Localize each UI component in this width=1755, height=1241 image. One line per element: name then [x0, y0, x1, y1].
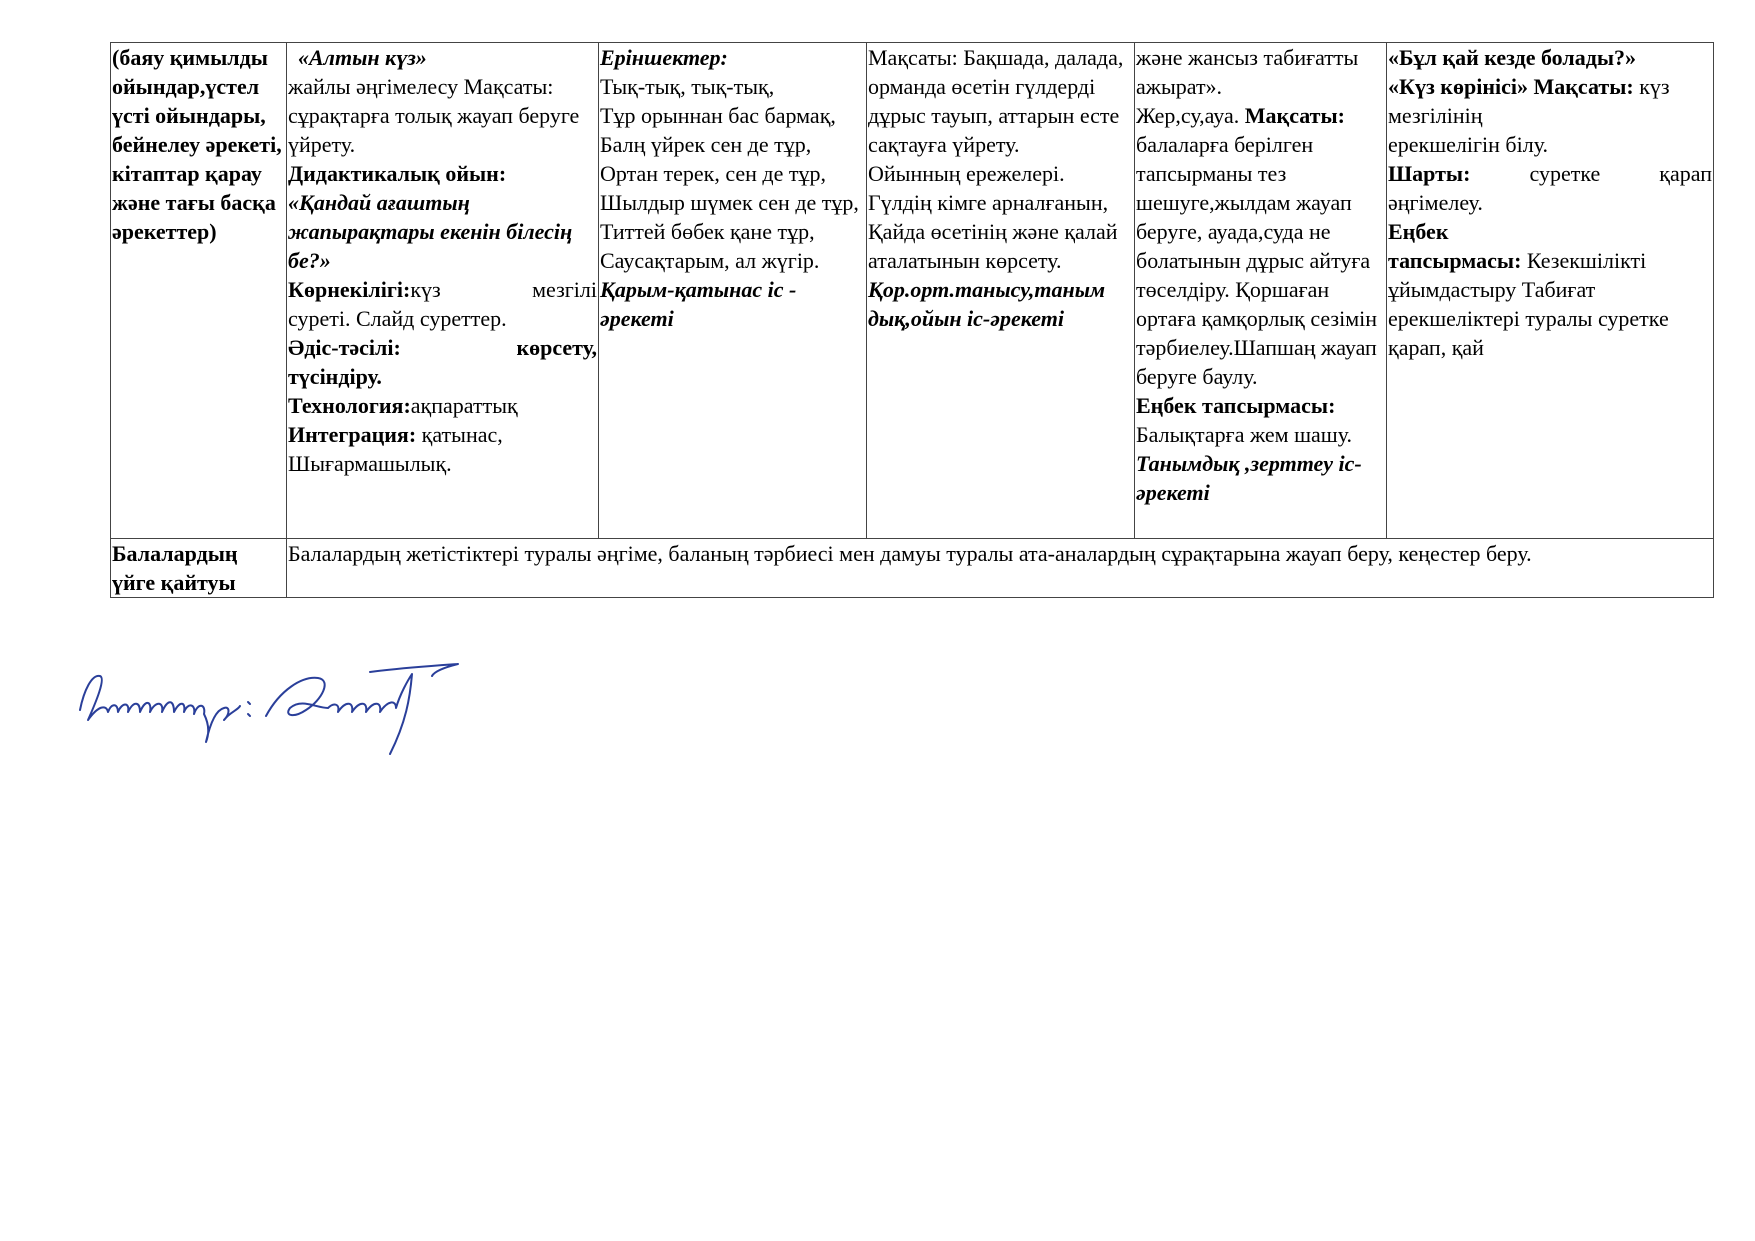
activity-type-label: (баяу қимылды ойындар,үстел үсті ойындары, бейнелеу әрекеті, кітаптар қарау және тағы басқа әрекеттер): [112, 45, 282, 244]
duty-text: Кезекшілікті ұйымдастыру Табиғат ерекшеліктері туралы суретке қарап, қай: [1388, 248, 1669, 360]
method-line: [288, 333, 597, 362]
work-task-text: Балықтарға жем шашу.: [1136, 422, 1353, 447]
nature-game-goal-label: Мақсаты:: [1244, 103, 1345, 128]
integration-value: қатынас, Шығармашылық.: [288, 422, 503, 476]
technology-value: ақпараттық: [410, 393, 518, 418]
duty-label2: тапсырмасы:: [1388, 248, 1522, 273]
condition-rest: әңгімелеу.: [1388, 190, 1483, 215]
communication-activity-label: Қарым-қатынас іс - әрекеті: [600, 277, 797, 331]
method-rest: түсіндіру.: [288, 364, 382, 389]
flowers-game-rules: Ойынның ережелері.: [868, 161, 1065, 186]
method-value: көрсету,: [516, 335, 597, 360]
nature-game-elements: Жер,су,ауа.: [1136, 103, 1245, 128]
work-task-label: Еңбек тапсырмасы:: [1136, 393, 1336, 418]
golden-autumn-title: «Алтын күз»: [298, 45, 427, 70]
finger-game-cell: [599, 43, 867, 539]
finger-game-title: Еріншектер:: [600, 45, 728, 70]
visual-aids-line: [288, 275, 597, 304]
visual-aids-label: Көрнекілігі:: [288, 277, 411, 302]
departure-text-cell: [287, 539, 1714, 598]
activity-type-cell: [111, 43, 287, 539]
nature-game-cell: [1135, 43, 1387, 539]
departure-label: Балалардың үйге қайтуы: [112, 541, 238, 595]
duty-label1: Еңбек: [1388, 219, 1449, 244]
golden-autumn-text: жайлы әңгімелесу Мақсаты: сұрақтарға толық жауап беруге үйрету.: [288, 74, 580, 157]
nature-game-intro: және жансыз табиғатты ажырат».: [1136, 45, 1359, 99]
autumn-view-subtitle: «Күз көрінісі» Мақсаты:: [1388, 74, 1634, 99]
signature-underline: [370, 664, 458, 676]
signature-stroke-2: [266, 674, 412, 754]
flowers-game-rule1: Гүлдің кімге арналғанын,: [868, 190, 1109, 215]
flowers-game-rule2: Қайда өсетінің және қалай аталатынын көрсету.: [868, 219, 1118, 273]
condition-label: Шарты:: [1388, 161, 1471, 186]
departure-text: Балалардың жетістіктері туралы әңгіме, баланың тәрбиесі мен дамуы туралы ата-аналардың сұрақтарына жауап беру, кеңестер беру.: [288, 541, 1532, 566]
table-row: [111, 539, 1714, 598]
flowers-game-cell: [867, 43, 1135, 539]
cognitive-activity-label: Қор.орт.танысу,таным дық,ойын іс-әрекеті: [868, 277, 1106, 331]
autumn-view-title: «Бұл қай кезде болады?»: [1388, 45, 1637, 70]
didactic-game-title: «Қандай ағаштың жапырақтары екенін білесің бе?»: [288, 190, 573, 273]
finger-game-line1: Тық-тық, тық-тық,: [600, 74, 775, 99]
visual-aids-word: күз: [410, 277, 441, 302]
visual-aids-rest: суреті. Слайд суреттер.: [288, 306, 507, 331]
nature-game-goal: балаларға берілген тапсырманы тез шешуге,жылдам жауап беруге, ауада,суда не болатынын дұрыс айтуға төселдіру. Қоршаған ортаға қамқорлық сезімін тәрбиелеу.Шапшаң жауап беруге баулу.: [1136, 132, 1378, 389]
didactic-game-label: Дидактикалық ойын:: [288, 161, 507, 186]
departure-label-cell: [111, 539, 287, 598]
autumn-view-goal2: ерекшелігін білу.: [1388, 132, 1549, 157]
visual-aids-word2: мезгілі: [532, 277, 597, 302]
signature-image: [70, 650, 510, 760]
table-row: [111, 43, 1714, 539]
condition-line: [1388, 159, 1712, 188]
finger-game-line-last: Саусақтарым, ал жүгір.: [600, 248, 820, 273]
condition-word1: суретке: [1529, 161, 1601, 186]
flowers-game-goal: Мақсаты: Бақшада, далада, орманда өсетін гүлдерді дұрыс тауып, аттарын есте сақтауға үйрету.: [868, 45, 1124, 157]
finger-game-verse: Тұр орыннан бас бармақ, Балң үйрек сен де тұр, Ортан терек, сен де тұр, Шылдыр шүмек сен де тұр, Титтей бөбек қане тұр,: [600, 103, 859, 244]
integration-label: Интеграция:: [288, 422, 417, 447]
autumn-view-goal: күз мезгілінің: [1388, 74, 1670, 128]
autumn-view-cell: [1387, 43, 1714, 539]
signature-stroke: [80, 676, 240, 742]
signature-colon: [248, 702, 250, 716]
golden-autumn-cell: [287, 43, 599, 539]
condition-word2: қарап: [1659, 161, 1712, 186]
research-activity-label: Танымдық ,зерттеу іс- әрекеті: [1136, 451, 1362, 505]
technology-label: Технология:: [288, 393, 411, 418]
lesson-plan-table: [110, 42, 1714, 598]
method-label: Әдіс-тәсілі:: [288, 335, 401, 360]
